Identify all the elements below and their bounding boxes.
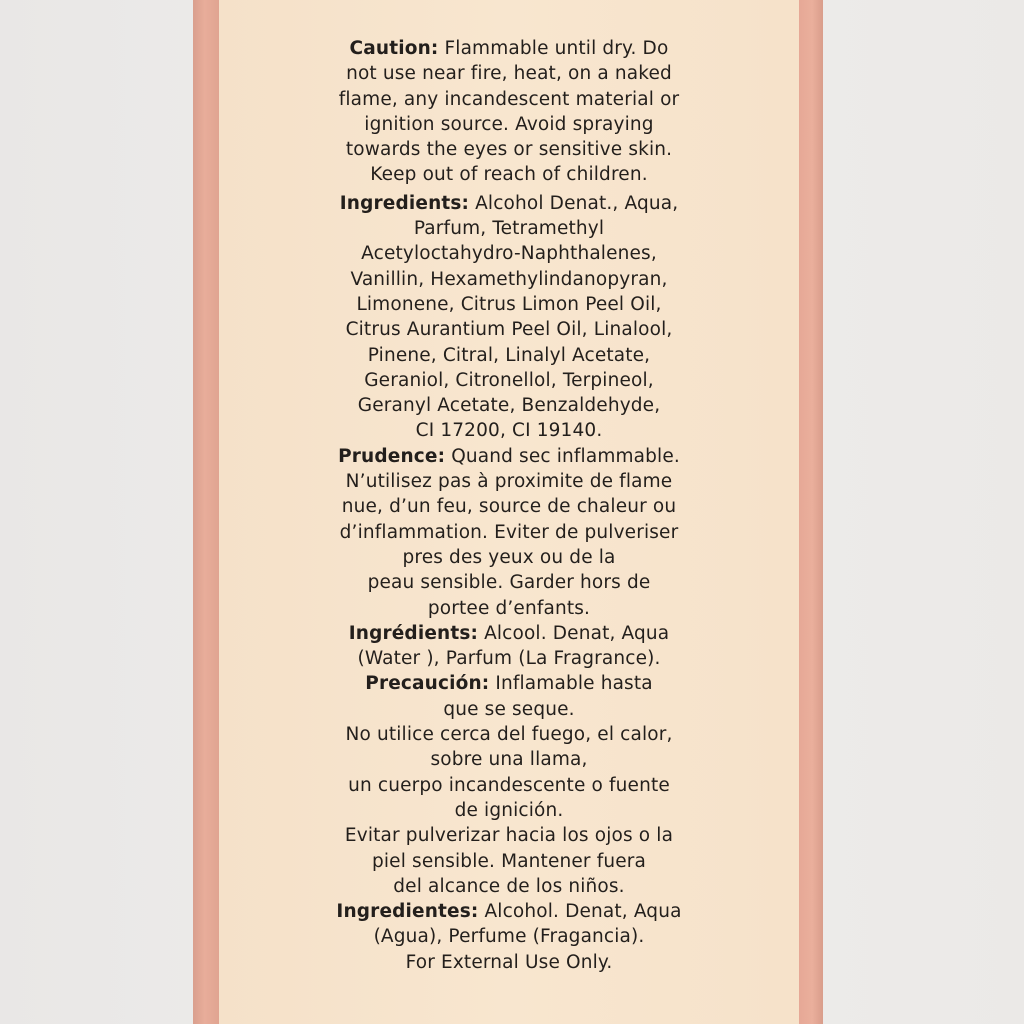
ingredients-en-line: Vanillin, Hexamethylindanopyran, [350, 268, 668, 290]
precaucion-line [219, 671, 799, 696]
prudence-heading: Prudence: [338, 445, 446, 467]
ingredients-en-line [219, 191, 799, 216]
ingredientes-es-heading: Ingredientes: [336, 901, 479, 923]
ingredients-en-line: Citrus Aurantium Peel Oil, Linalool, [345, 319, 673, 341]
caution-line: flame, any incandescent material or [338, 88, 680, 110]
prudence-line: nue, d’un feu, source de chaleur ou [341, 496, 677, 518]
prudence-line: pres des yeux ou de la [402, 546, 616, 568]
external-use-note: For External Use Only. [405, 951, 613, 973]
ingredients-en-line: Acetyloctahydro-Naphthalenes, [361, 243, 657, 265]
ingredients-en-line: CI 17200, CI 19140. [415, 420, 603, 442]
prudence-line [219, 444, 799, 469]
box-edge-left [193, 0, 219, 1024]
ingredients-fr-section [219, 621, 799, 672]
caution-line: towards the eyes or sensitive skin. [345, 139, 673, 161]
ingredients-fr-text: Alcool. Denat, Aqua [484, 622, 670, 644]
ingredients-en-text: Alcohol Denat., Aqua, [475, 192, 679, 214]
caution-text: Flammable until dry. Do [444, 38, 669, 59]
precaucion-text: Inflamable hasta [495, 673, 653, 695]
caution-section [219, 36, 799, 188]
caution-line: ignition source. Avoid spraying [364, 113, 654, 135]
ingredients-fr-line [219, 621, 799, 646]
precaucion-line: un cuerpo incandescente o fuente [348, 774, 670, 796]
precaucion-line: de ignición. [454, 799, 564, 821]
precaucion-line: que se seque. [443, 698, 575, 720]
prudence-text: Quand sec inflammable. [451, 445, 680, 467]
caution-line: not use near fire, heat, on a naked [346, 63, 672, 85]
label-text-block [219, 36, 799, 975]
caution-line: Keep out of reach of children. [370, 164, 648, 186]
ingredients-en-heading: Ingredients: [339, 192, 470, 214]
precaucion-line: piel sensible. Mantener fuera [372, 850, 646, 872]
ingredients-en-line: Geranyl Acetate, Benzaldehyde, [357, 395, 661, 417]
precaucion-heading: Precaución: [365, 673, 490, 695]
ingredients-en-line: Pinene, Citral, Linalyl Acetate, [367, 344, 651, 366]
prudence-line: peau sensible. Garder hors de [367, 572, 651, 594]
ingredients-en-line: Limonene, Citrus Limon Peel Oil, [356, 293, 662, 315]
precaucion-line: Evitar pulverizar hacia los ojos o la [344, 825, 674, 847]
ingredientes-es-line: (Agua), Perfume (Fragancia). [373, 926, 645, 948]
ingredientes-es-section [219, 899, 799, 950]
caution-heading: Caution: [349, 38, 439, 59]
ingredientes-es-text: Alcohol. Denat, Aqua [484, 901, 682, 923]
ingredients-en-line: Parfum, Tetramethyl [413, 218, 605, 240]
ingredientes-es-line [219, 899, 799, 924]
ingredients-en-section [219, 191, 799, 444]
ingredients-fr-heading: Ingrédients: [348, 622, 479, 644]
precaucion-line: No utilice cerca del fuego, el calor, [345, 724, 673, 746]
precaucion-line: sobre una llama, [430, 749, 588, 771]
precaucion-line: del alcance de los niños. [393, 875, 625, 897]
prudence-section [219, 444, 799, 621]
caution-line [219, 36, 799, 61]
ingredients-fr-line: (Water ), Parfum (La Fragrance). [357, 648, 661, 670]
prudence-line: portee d’enfants. [427, 597, 591, 619]
ingredients-en-line: Geraniol, Citronellol, Terpineol, [364, 369, 654, 391]
prudence-line: N’utilisez pas à proximite de flame [345, 471, 673, 493]
prudence-line: d’inflammation. Eviter de pulveriser [339, 521, 679, 543]
precaucion-section [219, 671, 799, 899]
box-edge-right [799, 0, 823, 1024]
